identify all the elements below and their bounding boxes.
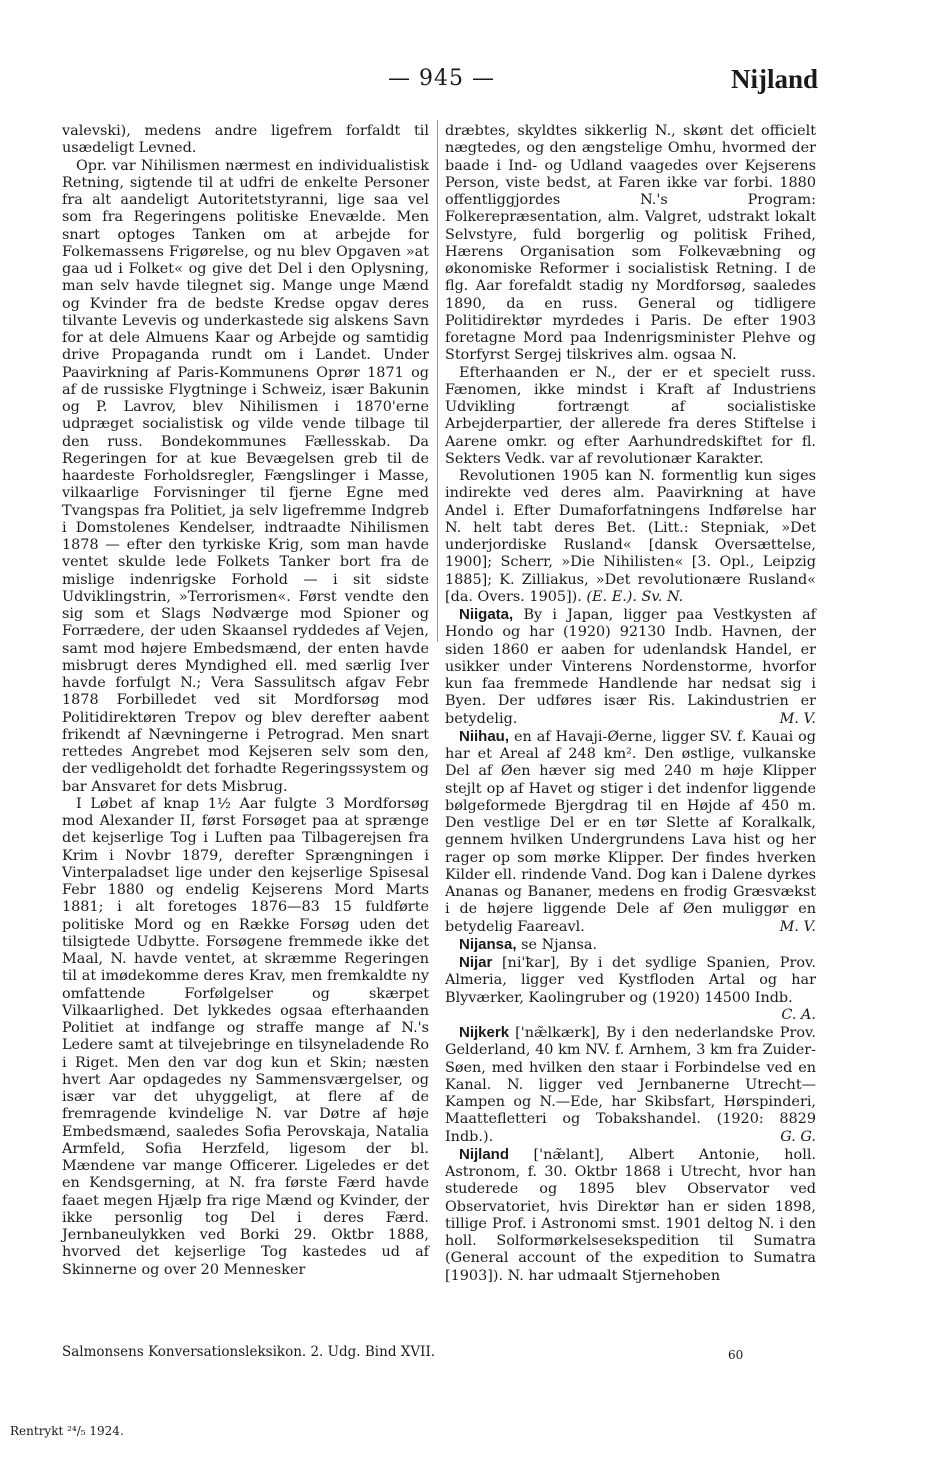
entry-text: en af Havaji-Øerne, ligger SV. f. Kauai og har et Areal af 248 km². Den østlige, vulkanske Del af Øen hæver sig med 240 m høje Klipper stejlt op af Havet og stiger i det indenfor liggende bølgeformede Bjergdrag til en Højde af 450 m. Den vestlige Del er en tør Slette af Koralkalk, gennem hvilken Undergrundens Lava hist og her rager op som mørke Klipper. Der findes hverken Kilder ell. rindende Vand. Dog kan i Dalene dyrkes Ananas og Bananer, medens en frodig Græsvækst i de højere liggende Dele af Øen muliggør en betydelig Faareavl.	[445, 728, 816, 935]
entry-text: By i Japan, ligger paa Vestkysten af Hondo og har (1920) 92130 Indb. Havnen, der siden 1860 er aaben for udenlandsk Handel, er usikker under Vinterens Nordenstorme, hvorfor kun faa fremmede Handlende har nedsat sig i Byen. Der udføres især Ris. Lakindustrien er betydelig.	[445, 607, 816, 727]
entry-headword: Niihau,	[459, 727, 510, 745]
entry-text: ['næ̃lant], Albert Antonie, holl. Astronom, f. 30. Oktbr 1868 i Utrecht, hvor han studerede og 1895 blev Observator ved Observatoriet, hvis Direktør han er siden 1898, tillige Prof. i Astronomi smst. 1901 deltog N. i den holl. Solformørkelsesekspedition til Sumatra (General account of the expedition to Sumatra [1903]). N. har udmaalt Stjernehoben	[445, 1146, 816, 1284]
paragraph: valevski), medens andre ligefrem forfaldt til usædeligt Levned.	[62, 123, 429, 157]
left-column	[62, 123, 429, 1279]
publication-footer: Salmonsens Konversationsleksikon. 2. Udg. Bind XVII.	[62, 1344, 436, 1360]
entry-headword: Nijkerk	[459, 1024, 510, 1041]
entry-headword: Nijland	[459, 1145, 510, 1163]
paragraph: dræbtes, skyldtes sikkerlig N., skønt det officielt nægtedes, og den ængstelige Omhu, hvormed der baade i Ind- og Udland vaagedes over Kejserens Person, viste bedst, at Faren ikke var forbi. 1880 offentliggjordes N.'s Program: Folkerepræsentation, alm. Valgret, udstrakt lokalt Selvstyre, fuld borgerlig og politisk Frihed, Hærens Organisation som Folkevæbning og økonomiske Reformer i socialistisk Retning. I de flg. Aar forefaldt stadig ny Mordforsøg, saaledes 1890, da en russ. General og tidligere Politidirektør myrdedes i Paris. De efter 1903 foretagne Mord paa Indenrigsminister Plehve og Storfyrst Sergej tilskrives alm. ogsaa N.	[445, 123, 816, 364]
running-headword: Nijland	[730, 64, 818, 94]
page-header	[0, 62, 928, 102]
entry-headword: Nijansa,	[459, 935, 517, 953]
entry-niigata	[445, 606, 816, 728]
entry-niihau	[445, 728, 816, 936]
page-number: — 945 —	[388, 66, 495, 91]
signature-mark: 60	[728, 1348, 744, 1362]
author-signature: C. A.	[781, 1006, 816, 1023]
right-column	[445, 123, 816, 1285]
author-signature: G. G.	[780, 1128, 816, 1145]
author-signature: M. V.	[779, 710, 816, 727]
paragraph-text: Revolutionen 1905 kan N. formentlig kun siges indirekte ved deres alm. Paavirkning at have Andel i. Efter Dumaforfatningens Indførelse har N. helt tabt deres Bet. (Litt.: Stepniak, »Det underjordiske Rusland« [dansk Oversættelse, 1900]; Scherr, »Die Nihilisten« [3. Opl., Leipzig 1885]; K. Zilliakus, »Det revolutionære Rusland« [da. Overs. 1905]).	[445, 468, 816, 605]
entry-text: ['næ̃lkærk], By i den nederlandske Prov. Gelderland, 40 km NV. f. Arnhem, 3 km fra Zuider-Søen, med hvilken den staar i Forbindelse ved en Kanal. N. ligger ved Jernbanerne Utrecht—Kampen og N.—Ede, har Skibsfart, Hørspinderi, Maattefletteri og Tobakshandel. (1920: 8829 Indb.).	[445, 1025, 816, 1145]
entry-headword: Niigata,	[459, 606, 514, 623]
paragraph: Opr. var Nihilismen nærmest en individualistisk Retning, sigtende til at udfri de enkelte Personer fra alt aandeligt Autoritetstyranni, lige saa vel som fra Regeringens politiske Enevælde. Men snart optoges Tanken om at arbejde for Folkemassens Frigørelse, og nu blev Opgaven »at gaa ud i Folket« og give det Del i den Oplysning, man selv havde tilegnet sig. Mange unge Mænd og Kvinder fra de bedste Kredse opgav deres tilvante Levevis og underkastede sig alskens Savn for at dele Almuens Kaar og Arbejde og samtidig drive Propaganda rundt om i Landet. Under Paavirkning af Paris-Kommunens Oprør 1871 og af de russiske Flygtninge i Schweiz, især Bakunin og P. Lavrov, blev Nihilismen i 1870'erne udpræget socialistisk og vilde vende tilbage til den russ. Bondekommunes Fællesskab. Da Regeringen for at kue Bevægelsen greb til de haardeste Forholdsregler, Fængslinger i Masse, vilkaarlige Forvisninger til fjerne Egne med Tvangspas fra Politiet, ja selv ligefremme Indgreb i Domstolenes Kendelser, indtraadte Nihilismen 1878 — efter den tyrkiske Krig, som man havde ventet skulde lede Folkets Tanker bort fra de mislige indenrigske Forhold — i sit sidste Udviklingstrin, »Terrorismen«. Først vendte den sig som et Slags Nødværge mod Spioner og Forrædere, der uden Skaansel ryddedes af Vejen, samt mod højere Embedsmænd, der enten havde misbrugt deres Myndighed ell. med særlig Iver havde forfulgt N.; Vera Sassulitsch afgav Febr 1878 Forbilledet ved sit Mordforsøg mod Politidirektøren Trepov og blev derefter aabent frikendt af Nævningerne i Petrograd. Men snart rettedes Angrebet mod Kejseren selv som den, der vedligeholdt det forhadte Regeringssystem og bar Ansvaret for dets Misbrug.	[62, 157, 429, 795]
author-signature: M. V.	[779, 918, 816, 935]
entry-nijar	[445, 954, 817, 1023]
entry-nijland	[445, 1146, 816, 1285]
entry-nijkerk	[445, 1024, 816, 1146]
paragraph	[445, 468, 816, 606]
entry-nijansa	[445, 936, 816, 954]
author-signature: (E. E.). Sv. N.	[586, 588, 684, 605]
reprint-note: Rentrykt ²⁴/₅ 1924.	[10, 1424, 124, 1438]
paragraph: Efterhaanden er N., der er et specielt russ. Fænomen, ikke mindst i Kraft af Industriens Udvikling fortrængt af socialistiske Arbejderpartier, der allerede fra deres Stiftelse i Aarene omkr. og efter Aarhundredskiftet for fl. Sekters Vedk. var af revolutionær Karakter.	[445, 364, 816, 467]
entry-headword: Nijar	[459, 954, 493, 971]
paragraph: I Løbet af knap 1½ Aar fulgte 3 Mordforsøg mod Alexander II, først Forsøget paa at sprænge det kejserlige Tog i Luften paa Tilbagerejsen fra Krim i Novbr 1879, derefter Sprængningen i Vinterpaladset lige under den kejserlige Spisesal Febr 1880 og endelig Kejserens Mord Marts 1881; i alt foretoges 1876—83 15 fuldførte politiske Mord og en Række Forsøg uden det tilsigtede Udbytte. Forsøgene fremmede ikke det Maal, N. havde ventet, at skræmme Regeringen til at imødekomme deres Krav, men fremkaldte ny omfattende Forfølgelser og skærpet Vilkaarlighed. Det lykkedes ogsaa efterhaanden Politiet at indfange og straffe mange af N.'s Ledere samt at tilvejebringe en tilsyneladende Ro i Riget. Men den var dog kun et Skin; næsten hvert Aar opdagedes ny Sammensværgelser, og især var det uhyggeligt, at flere af de fremragende kvindelige N. var Døtre af høje Embedsmænd, saaledes Sofia Perovskaja, Natalia Armfeld, Sofia Herzfeld, ligesom der bl. Mændene var mange Officerer. Ligeledes er det en Kendsgerning, at N. fra første Færd havde faaet megen Hjælp fra rige Mænd og Kvinder, der ikke personlig tog Del i deres Færd. Jernbaneulykken ved Borki 29. Oktbr 1888, hvorved det kejserlige Tog kastedes ud af Skinnerne og over 20 Mennesker	[62, 795, 429, 1278]
entry-text: [ni'ꝁar], By i det sydlige Spanien, Prov. Almeria, ligger ved Kystfloden Artal og har Blyværker, Kaolingruber og (1920) 14500 Indb.	[445, 955, 817, 1006]
column-divider	[437, 120, 438, 642]
entry-text: se Njansa.	[521, 936, 598, 953]
